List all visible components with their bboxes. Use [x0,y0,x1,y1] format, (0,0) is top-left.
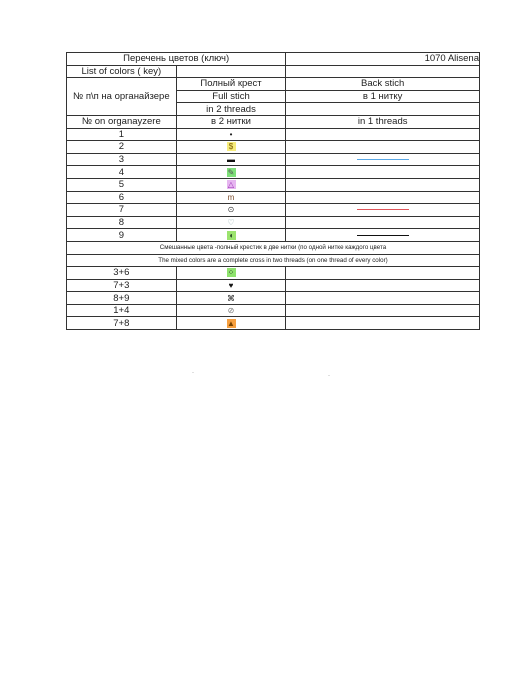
filled-triangle-symbol: ▲ [227,318,235,328]
title-ru: Перечень цветов (ключ) [67,53,286,66]
m-symbol: m [227,192,235,202]
col2-header-ru: Полный крест [176,78,286,91]
col1-header-ru: № п\п на органайзере [67,78,177,116]
full-stitch-cell [176,304,286,317]
col2-header-en: Full stich [176,90,286,103]
color-row [67,191,480,204]
color-number: 2 [67,141,177,154]
mixed-row [67,279,480,292]
mix-note-row [67,241,480,254]
full-stitch-cell [176,216,286,229]
col1-header-en: № on organayzere [67,115,177,128]
color-number: 8 [67,216,177,229]
color-row [67,153,480,166]
title-en: List of colors ( key) [67,65,177,78]
full-stitch-cell [176,267,286,280]
color-number: 7 [67,204,177,217]
mix-note: Смешанные цвета -полный крестик в две нитки (по одной нитке каждого цвета [67,241,480,254]
back-stitch-cell [286,216,480,229]
bar-symbol: ▬ [227,155,235,165]
mix-note-row [67,254,480,267]
triangle-symbol: △ [227,180,235,190]
subtitle-row [67,65,480,78]
back-stitch-cell [286,267,480,280]
circle-dot-symbol: ⊙ [227,205,235,215]
col2-threads-ru: в 2 нитки [176,115,286,128]
pen-symbol: ✎ [227,167,235,177]
heart-symbol: ♥ [227,281,236,290]
color-number: 3 [67,153,177,166]
back-stitch-line [357,159,409,160]
back-stitch-cell [286,191,480,204]
mix-note: The mixed colors are a complete cross in two threads (on one thread of every color) [67,254,480,267]
half-circle-symbol: ◖ [227,231,236,240]
title-row [67,53,480,66]
full-stitch-cell [176,141,286,154]
color-number: 4 [67,166,177,179]
color-row [67,166,480,179]
back-stitch-cell [286,178,480,191]
full-stitch-cell [176,178,286,191]
color-number: 6 [67,191,177,204]
color-number: 9 [67,229,177,242]
back-stitch-cell [286,141,480,154]
slash-circle-symbol: ⊘ [227,306,235,316]
back-stitch-cell [286,317,480,330]
col3-threads-en: in 1 threads [286,115,480,128]
mixed-number: 7+3 [67,279,177,292]
mixed-number: 3+6 [67,267,177,280]
mixed-number: 7+8 [67,317,177,330]
dots-symbol: ⁘ [227,268,235,278]
color-row [67,128,480,141]
brand-label: 1070 Alisena [286,53,480,66]
back-stitch-cell [286,166,480,179]
back-stitch-cell [286,204,480,217]
full-stitch-cell [176,166,286,179]
color-row [67,229,480,242]
mixed-row [67,317,480,330]
back-stitch-cell [286,279,480,292]
dot-symbol: • [227,130,236,139]
scan-speck: · [328,373,330,379]
scan-speck: · [192,370,194,376]
back-stitch-cell [286,292,480,305]
back-stitch-cell [286,153,480,166]
back-stitch-line [357,209,409,210]
mixed-number: 1+4 [67,304,177,317]
back-stitch-cell [286,304,480,317]
full-stitch-cell [176,128,286,141]
full-stitch-cell [176,229,286,242]
mixed-row [67,267,480,280]
color-row [67,216,480,229]
back-stitch-cell [286,128,480,141]
dollar-symbol: $ [227,142,236,151]
mixed-number: 8+9 [67,292,177,305]
color-number: 5 [67,178,177,191]
back-stitch-line [357,235,409,236]
col3-header-en: Back stich [286,78,480,91]
loop-symbol: ⌘ [227,293,235,303]
color-number: 1 [67,128,177,141]
color-row [67,141,480,154]
full-stitch-cell [176,204,286,217]
header-row-1 [67,78,480,91]
col3-header-ru: в 1 нитку [286,90,480,103]
color-row [67,204,480,217]
col2-threads-en: in 2 threads [176,103,286,116]
full-stitch-cell [176,191,286,204]
mixed-row [67,304,480,317]
heart-outline-symbol: ♡ [227,218,235,228]
mixed-row [67,292,480,305]
full-stitch-cell [176,279,286,292]
full-stitch-cell [176,292,286,305]
color-row [67,178,480,191]
full-stitch-cell [176,317,286,330]
header-row-4 [67,115,480,128]
back-stitch-cell [286,229,480,242]
color-key-table [66,52,480,330]
full-stitch-cell [176,153,286,166]
